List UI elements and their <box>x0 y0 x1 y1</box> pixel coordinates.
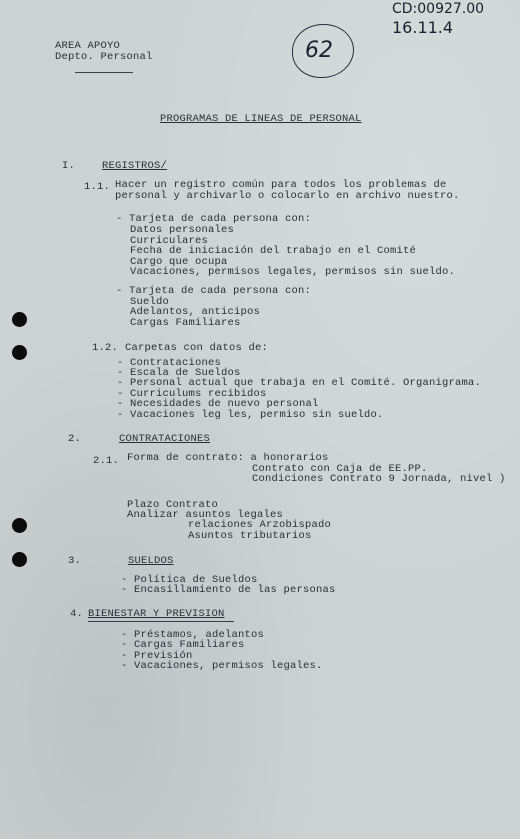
item-1-2-entry: - Necesidades de nuevo personal <box>117 398 319 410</box>
item-1-1-number: 1.1. <box>84 181 111 193</box>
section-2-extra: relaciones Arzobispado <box>188 519 332 531</box>
punch-hole <box>12 552 27 567</box>
card1-item: Fecha de iniciación del trabajo en el Comité <box>130 245 417 257</box>
section-4-item: - Previsión <box>121 650 193 662</box>
section-2-extra: Asuntos tributarios <box>188 530 312 542</box>
page-title: PROGRAMAS DE LINEAS DE PERSONAL <box>160 113 362 125</box>
section-2-heading: CONTRATACIONES <box>119 433 211 445</box>
card2-item: Cargas Familiares <box>130 317 241 329</box>
section-4-number: 4. <box>70 608 84 620</box>
card1-head: - Tarjeta de cada persona con: <box>116 213 312 225</box>
item-1-2-entry: - Contrataciones <box>117 357 222 369</box>
card2-item: Adelantos, anticipos <box>130 306 261 318</box>
item-1-2-entry: - Personal actual que trabaja en el Comité. Organigrama. <box>117 377 482 389</box>
header-area: AREA APOYO <box>55 40 121 52</box>
section-3-item: - Encasillamiento de las personas <box>121 584 336 596</box>
section-4-item: - Préstamos, adelantos <box>121 629 265 641</box>
header-dept: Depto. Personal <box>55 51 153 63</box>
item-1-2-entry: - Escala de Sueldos <box>117 367 241 379</box>
item-1-1-line1: Hacer un registro común para todos los problemas de <box>115 179 447 191</box>
item-2-1-line2: Contrato con Caja de EE.PP. <box>252 463 428 475</box>
card1-item: Curriculares <box>130 235 209 247</box>
punch-hole <box>12 518 27 533</box>
punch-hole <box>12 312 27 327</box>
section-2-extra: Analizar asuntos legales <box>127 509 284 521</box>
section-4-item: - Vacaciones, permisos legales. <box>121 660 323 672</box>
page-number: 62 <box>305 38 333 63</box>
section-3-number: 3. <box>68 555 82 567</box>
item-2-1-line1: Forma de contrato: a honorarios <box>127 452 329 464</box>
section-1-heading: REGISTROS/ <box>102 160 168 172</box>
item-1-1-line2: personal y archivarlo o colocarlo en archivo nuestro. <box>115 190 460 202</box>
section-1-number: I. <box>62 160 76 172</box>
section-2-extra: Plazo Contrato <box>127 499 219 511</box>
item-1-2-entry: - Curriculums recibidos <box>117 388 267 400</box>
item-2-1-number: 2.1. <box>93 455 120 467</box>
handwritten-date: 16.11.4 <box>392 18 454 37</box>
item-1-2-entry: - Vacaciones leg les, permiso sin sueldo. <box>117 409 384 421</box>
section-3-item: - Política de Sueldos <box>121 574 258 586</box>
section-2-number: 2. <box>68 433 82 445</box>
section-4-rule <box>88 621 234 622</box>
card1-item: Datos personales <box>130 224 235 236</box>
item-1-2-number: 1.2. <box>92 342 119 354</box>
card1-item: Cargo que ocupa <box>130 256 228 268</box>
header-rule <box>75 72 133 73</box>
card2-head: - Tarjeta de cada persona con: <box>116 285 312 297</box>
card2-item: Sueldo <box>130 296 170 308</box>
card1-item: Vacaciones, permisos legales, permisos sin sueldo. <box>130 266 456 278</box>
archive-code: CD:00927.00 <box>392 1 485 17</box>
item-1-2-head: Carpetas con datos de: <box>125 342 269 354</box>
punch-hole <box>12 345 27 360</box>
section-4-item: - Cargas Familiares <box>121 639 245 651</box>
item-2-1-line3: Condiciones Contrato 9 Jornada, nivel ) <box>252 473 506 485</box>
section-4-heading: BIENESTAR Y PREVISION <box>88 608 225 620</box>
section-3-heading: SUELDOS <box>128 555 174 567</box>
